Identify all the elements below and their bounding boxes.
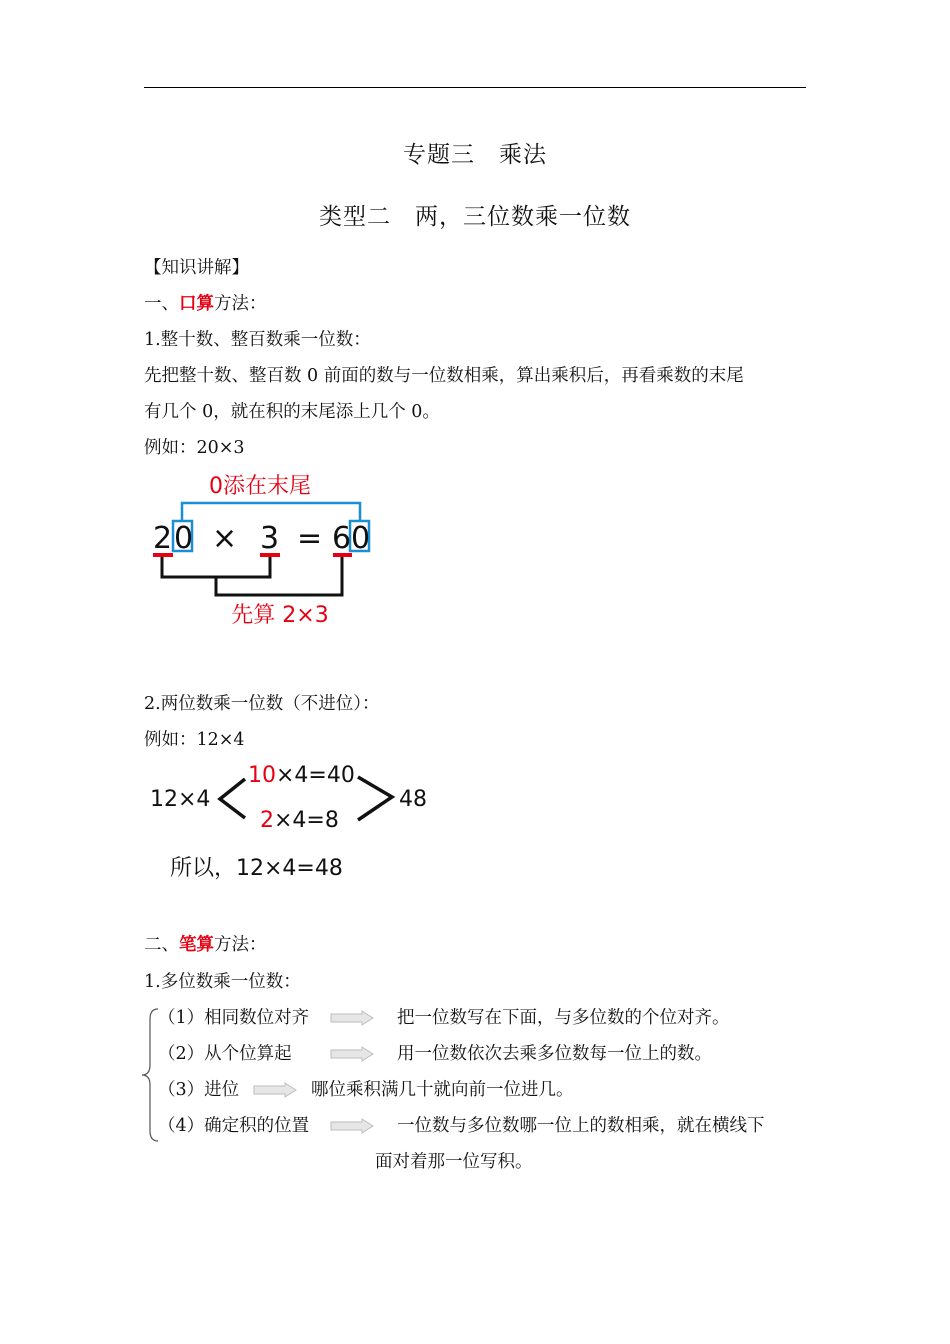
section2-heading (144, 933, 267, 957)
section2-item1-title: 1.多位数乘一位数： (144, 972, 301, 992)
step-3-desc: 哪位乘积满几十就向前一位进几。 (311, 1080, 574, 1100)
fig1-digit-2: 2 (153, 521, 173, 556)
fig2-result: 48 (399, 787, 427, 812)
fig1-bottom-note: 先算 2×3 (231, 603, 329, 628)
header-rule (144, 87, 806, 88)
fig1-digit-3: 3 (260, 521, 280, 556)
fig2-left-expr: 12×4 (150, 787, 211, 812)
section1-suffix: 方法： (214, 294, 267, 314)
page-title: 专题三 乘法 (403, 142, 547, 168)
fig1-equals: = (297, 521, 323, 556)
step-2-arrow-icon (330, 1046, 374, 1062)
fig2-top-expr (248, 763, 355, 788)
fig2-bottom-expr (260, 808, 339, 833)
fig2-right-bracket (358, 777, 392, 820)
fig2-top-rest: ×4=40 (276, 763, 355, 788)
section2-suffix: 方法： (214, 935, 267, 955)
step-1-label: （1）相同数位对齐 (158, 1008, 310, 1028)
fig1-bracket-factors (162, 557, 270, 577)
step-4-label: （4）确定积的位置 (158, 1116, 310, 1136)
fig2-top-red: 10 (248, 763, 276, 788)
fig1-top-bracket (182, 503, 360, 521)
figure-12x4 (140, 755, 440, 890)
section1-example2: 例如：12×4 (144, 730, 245, 750)
section1-heading (144, 292, 267, 316)
step-3-label: （3）进位 (158, 1080, 240, 1100)
page-subtitle: 类型二 两，三位数乘一位数 (319, 204, 631, 230)
fig1-top-note: 0添在末尾 (209, 474, 311, 499)
fig1-digit-0b: 0 (351, 521, 371, 556)
fig1-digit-6: 6 (332, 521, 352, 556)
section1-item1-desc2: 有几个 0，就在积的末尾添上几个 0。 (144, 402, 440, 422)
step-4-desc: 一位数与多位数哪一位上的数相乘，就在横线下 (397, 1116, 765, 1136)
fig2-bottom-rest: ×4=8 (274, 808, 339, 833)
fig1-digit-0: 0 (174, 521, 194, 556)
step-2-desc: 用一位数依次去乘多位数每一位上的数。 (397, 1044, 712, 1064)
section1-highlight: 口算 (179, 294, 214, 314)
section2-highlight: 笔算 (179, 935, 214, 955)
section2-prefix: 二、 (144, 935, 179, 955)
section1-prefix: 一、 (144, 294, 179, 314)
fig2-left-bracket (220, 779, 245, 818)
step-1-desc: 把一位数写在下面，与多位数的个位对齐。 (397, 1008, 730, 1028)
section1-item2-title: 2.两位数乘一位数（不进位）： (144, 694, 380, 714)
figure-20x3 (140, 465, 400, 635)
section1-item1-desc1: 先把整十数、整百数 0 前面的数与一位数相乘，算出乘积后，再看乘数的末尾 (144, 366, 744, 386)
step-1-arrow-icon (330, 1010, 374, 1026)
knowledge-label: 【知识讲解】 (144, 258, 249, 278)
fig2-conclusion: 所以，12×4=48 (170, 856, 343, 881)
section1-item1-title: 1.整十数、整百数乘一位数： (144, 330, 371, 350)
section1-example1: 例如：20×3 (144, 438, 245, 458)
step-4-desc-cont: 面对着那一位写积。 (375, 1152, 533, 1172)
fig1-times: × (212, 521, 238, 556)
step-2-label: （2）从个位算起 (158, 1044, 292, 1064)
step-4-arrow-icon (330, 1118, 374, 1134)
step-3-arrow-icon (253, 1082, 297, 1098)
fig2-bottom-red: 2 (260, 808, 274, 833)
